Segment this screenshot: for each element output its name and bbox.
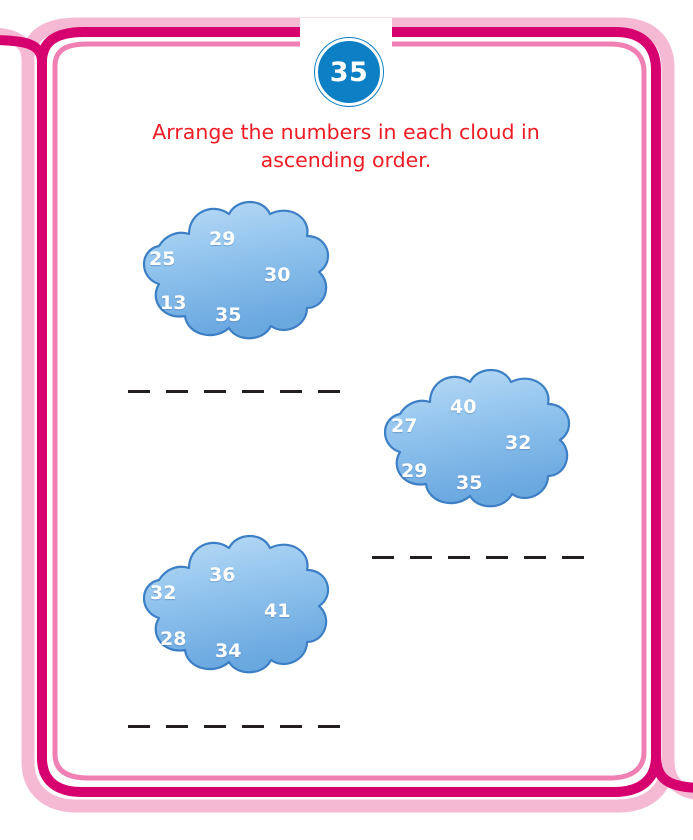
cloud-1-number-1: 25 — [149, 248, 176, 270]
cloud-3-number-3: 41 — [264, 600, 291, 622]
cloud-3-number-4: 28 — [160, 628, 187, 650]
instruction-text — [96, 118, 596, 174]
cloud-3-number-5: 34 — [215, 640, 242, 662]
answer-line-2[interactable] — [372, 556, 584, 559]
cloud-1-number-4: 13 — [160, 292, 187, 314]
cloud-1 — [127, 196, 340, 356]
cloud-2-number-4: 29 — [401, 460, 428, 482]
cloud-2-number-5: 35 — [456, 472, 483, 494]
cloud-3 — [127, 530, 340, 690]
cloud-3-number-2: 36 — [209, 564, 236, 586]
instruction-line-1: Arrange the numbers in each cloud in — [152, 120, 540, 144]
cloud-2-number-2: 40 — [450, 396, 477, 418]
answer-line-3[interactable] — [128, 725, 340, 728]
cloud-2 — [368, 364, 581, 524]
cloud-2-number-3: 32 — [505, 432, 532, 454]
cloud-1-number-5: 35 — [215, 304, 242, 326]
instruction-line-2: ascending order. — [260, 148, 432, 172]
cloud-1-numbers — [127, 196, 340, 356]
cloud-1-number-3: 30 — [264, 264, 291, 286]
cloud-3-number-1: 32 — [150, 582, 177, 604]
page-number-badge: 35 — [315, 38, 383, 106]
cloud-1-number-2: 29 — [209, 228, 236, 250]
cloud-3-numbers — [127, 530, 340, 690]
cloud-2-numbers — [368, 364, 581, 524]
answer-line-1[interactable] — [128, 390, 340, 393]
cloud-2-number-1: 27 — [391, 415, 418, 437]
